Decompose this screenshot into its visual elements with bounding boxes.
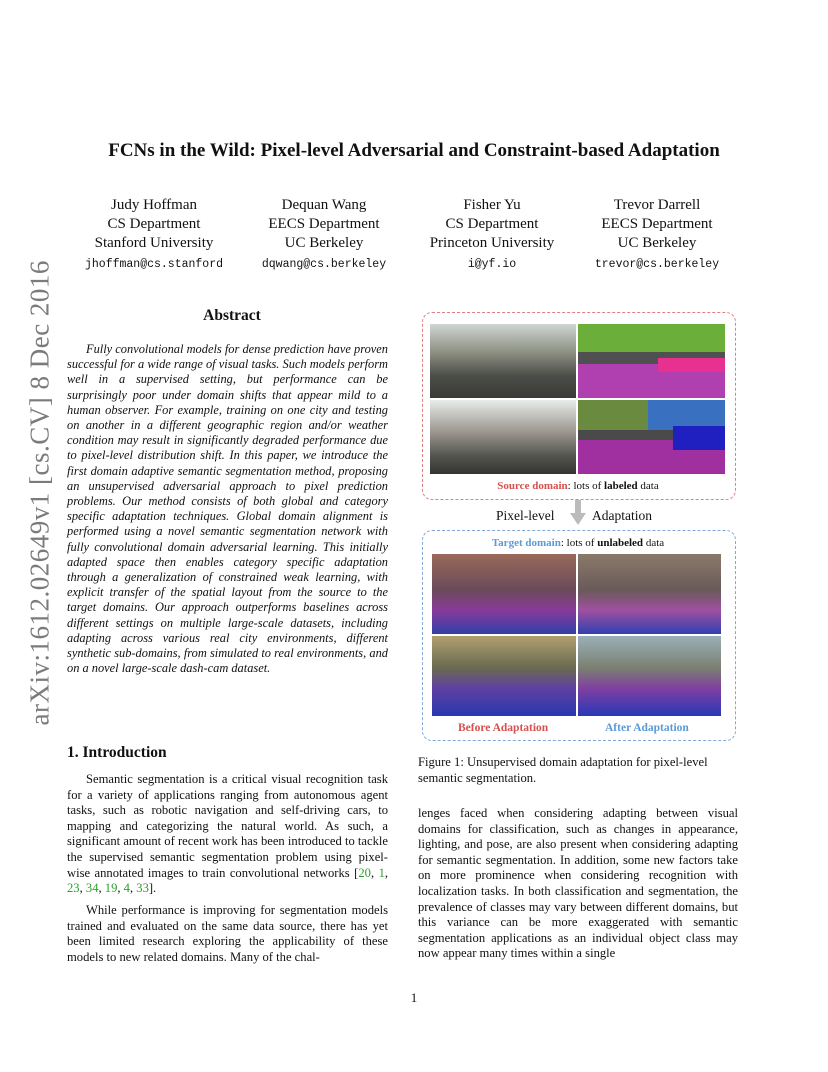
author-dept: EECS Department	[268, 216, 380, 232]
author-email: trevor@cs.berkeley	[594, 258, 720, 271]
author-email: i@yf.io	[467, 258, 517, 271]
target-before-2	[432, 636, 576, 716]
label-text: : lots of	[567, 480, 605, 492]
intro-text: Semantic segmentation is a critical visual recognition task for a variety of applications ranging from autonomous agent tasks, such as robotic navigation and self-driving cars, to mapping and categorizing the natural world. As such, a significant amount of recent work has been introduced to tackle the supervised semantic segmentation problem using pixel-wise annotated images to train convolutional networks [	[67, 772, 388, 880]
arrow-down-icon	[570, 500, 586, 526]
abstract-text: Fully convolutional models for dense prediction have proven successful for a wide range of visual tasks. Such models perform well in a supervised setting, but performance can be surprisingly poor under domain shifts that appear mild to a human observer. For example, training on one city and testing on another in a different geographic region and/or weather condition may result in significantly degraded performance due to pixel-level distribution shift. In this paper, we introduce the first domain adaptive semantic segmentation method, proposing an unsupervised adversarial approach to pixel prediction problems. Our method consists of both global and category specific adaptation techniques. Global domain alignment is performed using a novel semantic segmentation network with fully convolutional domain adversarial learning. This initially adapted space then enables category specific adaptation through a generalization of constrained weak learning, with explicit transfer of the spatial layout from the source to the target domains. Our approach outperforms baselines across different settings on multiple large-scale datasets, including adapting across various real city environments, different synthetic sub-domains, from simulated to real environments, and on a novel large-scale dash-cam dataset.	[67, 342, 388, 676]
author-univ: Princeton University	[429, 235, 555, 251]
citation-link[interactable]: 23	[67, 881, 80, 896]
citation-link[interactable]: 19	[104, 881, 118, 896]
section-heading: 1. Introduction	[67, 744, 167, 761]
author-email: dqwang@cs.berkeley	[261, 258, 387, 271]
author-name: Judy Hoffman	[111, 197, 197, 213]
target-domain-name: Target domain	[491, 537, 561, 549]
right-column-text: lenges faced when considering adapting between visual domains for classification, such as changes in appearance, lighting, and pose, are also present when considering adapting for semantic segmentation. In addition, some new factors take on more prominence when considering recognition with localization tasks. In both classification and segmentation, the prevalence of classes may vary between different domains, but this variance can be more exaggerated with semantic segmentation applications as an individual object class may now appear many times within a single	[418, 806, 738, 961]
author-dept: CS Department	[445, 216, 539, 232]
target-domain-label	[422, 537, 734, 549]
after-adaptation-label: After Adaptation	[605, 722, 689, 734]
target-after-2	[578, 636, 721, 716]
label-emph: labeled	[604, 480, 638, 492]
page-number: 1	[410, 990, 418, 1005]
paper-title: FCNs in the Wild: Pixel-level Adversarial and Constraint-based Adaptation	[108, 140, 720, 161]
author-dept: CS Department	[107, 216, 201, 232]
label-text: data	[637, 480, 659, 492]
author-4	[562, 196, 752, 274]
label-emph: unlabeled	[597, 537, 644, 549]
source-image-2	[430, 400, 576, 474]
author-name: Trevor Darrell	[613, 197, 701, 213]
citation-link[interactable]: 20	[358, 865, 371, 880]
author-name: Fisher Yu	[463, 197, 521, 213]
author-3	[397, 196, 587, 274]
author-2	[229, 196, 419, 274]
adaptation-label: Adaptation	[592, 508, 652, 523]
target-before-1	[432, 554, 576, 634]
arxiv-stamp: arXiv:1612.02649v1 [cs.CV] 8 Dec 2016	[24, 260, 55, 726]
figure-caption: Figure 1: Unsupervised domain adaptation for pixel-level semantic segmentation.	[418, 755, 708, 785]
author-univ: UC Berkeley	[284, 235, 364, 251]
target-after-1	[578, 554, 721, 634]
author-univ: UC Berkeley	[617, 235, 697, 251]
label-text: data	[643, 537, 665, 549]
abstract-heading: Abstract	[203, 307, 261, 324]
intro-paragraph-2: While performance is improving for segmentation models trained and evaluated on the same data source, there has yet been limited research exploring the applicability of these models to new related domains. Many of the chal-	[67, 903, 388, 964]
author-1	[59, 196, 249, 274]
source-domain-name: Source domain	[497, 480, 568, 492]
before-adaptation-label: Before Adaptation	[458, 722, 549, 734]
source-image-1	[430, 324, 576, 398]
label-text: : lots of	[560, 537, 598, 549]
citation-link[interactable]: 33	[136, 881, 149, 896]
source-label-2	[578, 400, 725, 474]
citation-link[interactable]: 34	[85, 881, 99, 896]
intro-paragraph-1: Semantic segmentation is a critical visual recognition task for a variety of applications ranging from autonomous agent tasks, such as robotic navigation and self-driving cars, to mapping and categorizing the natural world. As such, a significant amount of recent work has been introduced to tackle the supervised semantic segmentation problem using pixel-wise annotated images to train convolutional networks [20, 1, 23, 34, 19, 4, 33].	[67, 772, 389, 896]
citation-link[interactable]: 1	[378, 865, 385, 880]
source-label-1	[578, 324, 725, 398]
author-univ: Stanford University	[94, 235, 214, 251]
citation-link[interactable]: 4	[123, 881, 130, 896]
intro-text-end: ].	[148, 881, 157, 896]
source-domain-label	[422, 480, 734, 492]
pixel-level-label: Pixel-level	[496, 508, 555, 523]
author-email: jhoffman@cs.stanford	[84, 258, 224, 271]
author-name: Dequan Wang	[281, 197, 367, 213]
author-dept: EECS Department	[601, 216, 713, 232]
